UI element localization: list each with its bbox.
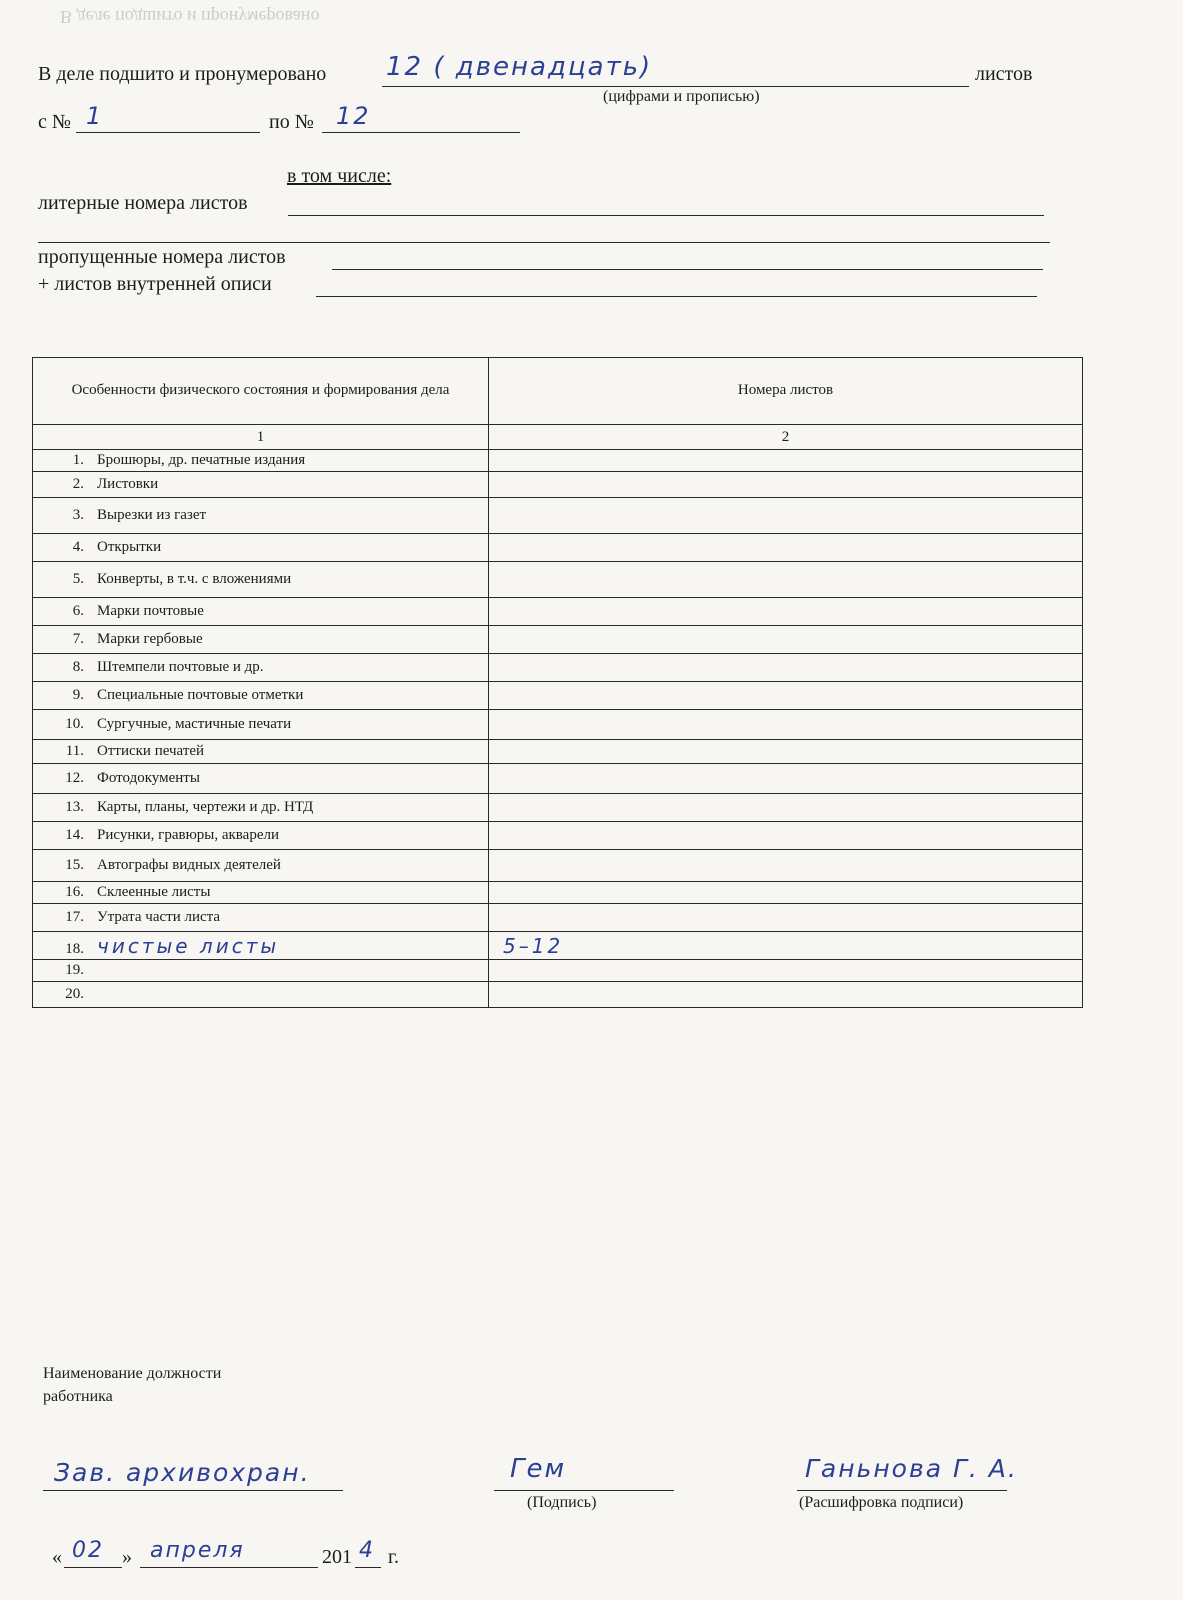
row-page-numbers-cell — [489, 960, 1083, 982]
row-feature-cell — [33, 740, 489, 764]
table-row — [33, 932, 1083, 960]
including-label: в том числе: — [287, 165, 392, 187]
row-page-numbers — [489, 799, 503, 815]
inner-inventory-label: + листов внутренней описи — [38, 273, 272, 295]
row-number: 11. — [65, 743, 84, 759]
date-month: апреля — [150, 1538, 245, 1563]
sewn-pages-underline — [382, 86, 969, 87]
digits-and-words-hint: (цифрами и прописью) — [603, 88, 760, 105]
row-feature-cell — [33, 450, 489, 472]
row-page-numbers-cell — [489, 562, 1083, 598]
physical-state-table — [32, 357, 1083, 1008]
table-row — [33, 882, 1083, 904]
inner-inventory-underline — [316, 296, 1037, 297]
row-number: 1. — [72, 452, 84, 468]
row-number: 7. — [72, 631, 84, 647]
position-label-line2: работника — [43, 1388, 113, 1405]
row-page-numbers — [489, 539, 503, 555]
missing-numbers-underline — [332, 269, 1043, 270]
row-page-numbers — [489, 603, 503, 619]
row-feature-cell — [33, 882, 489, 904]
row-page-numbers — [489, 770, 503, 786]
table-row — [33, 682, 1083, 710]
row-feature-label: Автографы видных деятелей — [97, 857, 281, 873]
row-feature-label: Сургучные, мастичные печати — [97, 716, 292, 732]
letter-numbers-label: литерные номера листов — [38, 192, 248, 214]
date-close-quote: » — [122, 1546, 132, 1568]
row-feature-cell — [33, 626, 489, 654]
row-number: 10. — [65, 716, 84, 732]
row-feature-label: Марки почтовые — [97, 603, 204, 619]
row-page-numbers — [489, 827, 503, 843]
row-page-numbers — [489, 687, 503, 703]
sewn-pages-label: В деле подшито и пронумеровано — [38, 63, 327, 85]
date-open-quote: « — [52, 1546, 62, 1568]
from-number-label: с № — [38, 111, 71, 133]
bleed-through-text: В деле подшито и пронумеровано — [60, 7, 320, 27]
table-row — [33, 562, 1083, 598]
table-row — [33, 982, 1083, 1008]
row-feature-label: Склеенные листы — [97, 884, 211, 900]
row-number: 2. — [72, 476, 84, 492]
signature-value: Гем — [510, 1454, 567, 1484]
row-page-numbers — [489, 962, 503, 978]
row-number: 12. — [65, 770, 84, 786]
column-number-2: 2 — [489, 425, 1083, 450]
row-feature-cell — [33, 598, 489, 626]
row-feature-cell — [33, 982, 489, 1008]
row-page-numbers-cell — [489, 850, 1083, 882]
row-page-numbers — [489, 743, 503, 759]
table-row — [33, 450, 1083, 472]
row-feature-label: Фотодокументы — [97, 770, 200, 786]
row-page-numbers — [489, 884, 503, 900]
row-page-numbers-cell — [489, 498, 1083, 534]
row-feature-cell — [33, 960, 489, 982]
position-label-line1: Наименование должности — [43, 1365, 222, 1382]
row-number: 15. — [65, 857, 84, 873]
row-feature-label: Конверты, в т.ч. с вложениями — [97, 571, 292, 587]
row-feature-label: Оттиски печатей — [97, 743, 205, 759]
column-number-row — [33, 425, 1083, 450]
date-year-suffix: г. — [388, 1546, 399, 1568]
row-feature-label: Марки гербовые — [97, 631, 203, 647]
row-feature-label: Листовки — [97, 476, 159, 492]
row-number: 4. — [72, 539, 84, 555]
table-row — [33, 794, 1083, 822]
to-number-value: 12 — [336, 102, 371, 130]
row-page-numbers-cell — [489, 450, 1083, 472]
table-row — [33, 498, 1083, 534]
table-row — [33, 710, 1083, 740]
row-feature-cell — [33, 822, 489, 850]
table-row — [33, 472, 1083, 498]
row-feature-cell — [33, 534, 489, 562]
row-feature-cell — [33, 850, 489, 882]
row-page-numbers-cell — [489, 682, 1083, 710]
table-row — [33, 534, 1083, 562]
column-header-features: Особенности физического состояния и формирования дела — [33, 358, 489, 425]
position-underline — [43, 1490, 343, 1491]
row-number: 9. — [72, 687, 84, 703]
table-row — [33, 626, 1083, 654]
row-page-numbers — [489, 476, 503, 492]
row-page-numbers-cell — [489, 534, 1083, 562]
row-page-numbers-cell — [489, 626, 1083, 654]
table-row — [33, 822, 1083, 850]
row-feature-label: Вырезки из газет — [97, 507, 207, 523]
row-page-numbers — [489, 659, 503, 675]
table-row — [33, 740, 1083, 764]
to-number-underline — [322, 132, 520, 133]
row-feature-cell — [33, 498, 489, 534]
row-number: 8. — [72, 659, 84, 675]
row-number: 13. — [65, 799, 84, 815]
row-number: 5. — [72, 571, 84, 587]
missing-numbers-label: пропущенные номера листов — [38, 246, 286, 268]
row-page-numbers-cell — [489, 822, 1083, 850]
date-year-prefix: 201 — [322, 1546, 352, 1568]
table-row — [33, 960, 1083, 982]
row-feature-cell — [33, 794, 489, 822]
row-page-numbers — [489, 986, 503, 1002]
row-feature-cell — [33, 764, 489, 794]
table-row — [33, 904, 1083, 932]
row-number: 16. — [65, 884, 84, 900]
column-number-1: 1 — [33, 425, 489, 450]
from-number-underline — [76, 132, 260, 133]
row-number: 17. — [65, 909, 84, 925]
table-header-row — [33, 358, 1083, 425]
row-page-numbers — [489, 452, 503, 468]
column-header-page-numbers: Номера листов — [489, 358, 1083, 425]
row-number: 19. — [65, 962, 84, 978]
signature-label: (Подпись) — [527, 1494, 597, 1511]
row-page-numbers — [489, 716, 503, 732]
row-page-numbers-cell — [489, 654, 1083, 682]
sheets-word: листов — [975, 63, 1033, 85]
row-feature-label: Рисунки, гравюры, акварели — [97, 827, 280, 843]
row-feature-cell — [33, 710, 489, 740]
row-feature-label: Открытки — [97, 539, 162, 555]
row-number: 3. — [72, 507, 84, 523]
row-page-numbers — [489, 857, 503, 873]
row-number: 20. — [65, 986, 84, 1002]
date-day: 02 — [72, 1538, 104, 1563]
row-page-numbers — [489, 507, 503, 523]
row-page-numbers-cell — [489, 882, 1083, 904]
date-month-underline — [140, 1567, 318, 1568]
row-number: 14. — [65, 827, 84, 843]
decode-label: (Расшифровка подписи) — [799, 1494, 964, 1511]
extra-underline — [38, 242, 1050, 243]
sewn-pages-value: 12 ( двенадцать) — [386, 52, 653, 82]
date-year-underline — [355, 1567, 381, 1568]
row-feature-label: Утрата части листа — [97, 909, 221, 925]
row-feature-cell — [33, 932, 489, 960]
row-feature-label: Карты, планы, чертежи и др. НТД — [97, 799, 314, 815]
row-feature-label: Специальные почтовые отметки — [97, 687, 304, 703]
to-number-label: по № — [269, 111, 314, 133]
row-page-numbers-cell — [489, 472, 1083, 498]
row-page-numbers-cell — [489, 598, 1083, 626]
signature-underline — [494, 1490, 674, 1491]
row-feature-cell — [33, 562, 489, 598]
row-page-numbers-cell — [489, 794, 1083, 822]
row-feature-cell — [33, 682, 489, 710]
row-feature-label: Штемпели почтовые и др. — [97, 659, 264, 675]
row-page-numbers — [489, 631, 503, 647]
row-page-numbers — [489, 571, 503, 587]
row-number: 18. — [65, 940, 84, 957]
table-row — [33, 764, 1083, 794]
row-page-numbers: 5–12 — [503, 933, 564, 958]
row-page-numbers-cell — [489, 764, 1083, 794]
row-feature-cell — [33, 472, 489, 498]
row-feature-label: чистые листы — [97, 933, 280, 958]
letter-numbers-underline — [288, 215, 1044, 216]
table-row — [33, 598, 1083, 626]
position-value: Зав. архивохран. — [54, 1458, 311, 1487]
table-row — [33, 654, 1083, 682]
row-page-numbers-cell — [489, 740, 1083, 764]
date-day-underline — [64, 1567, 122, 1568]
row-page-numbers-cell — [489, 932, 1083, 960]
decode-underline — [797, 1490, 1007, 1491]
row-feature-cell — [33, 654, 489, 682]
row-number: 6. — [72, 603, 84, 619]
row-page-numbers — [489, 909, 503, 925]
row-page-numbers-cell — [489, 710, 1083, 740]
table-row — [33, 850, 1083, 882]
from-number-value: 1 — [86, 102, 104, 130]
row-feature-cell — [33, 904, 489, 932]
date-year-digit: 4 — [359, 1538, 375, 1563]
row-feature-label: Брошюры, др. печатные издания — [97, 452, 306, 468]
row-page-numbers-cell — [489, 904, 1083, 932]
decode-value: Ганьнова Г. А. — [805, 1454, 1018, 1483]
row-page-numbers-cell — [489, 982, 1083, 1008]
